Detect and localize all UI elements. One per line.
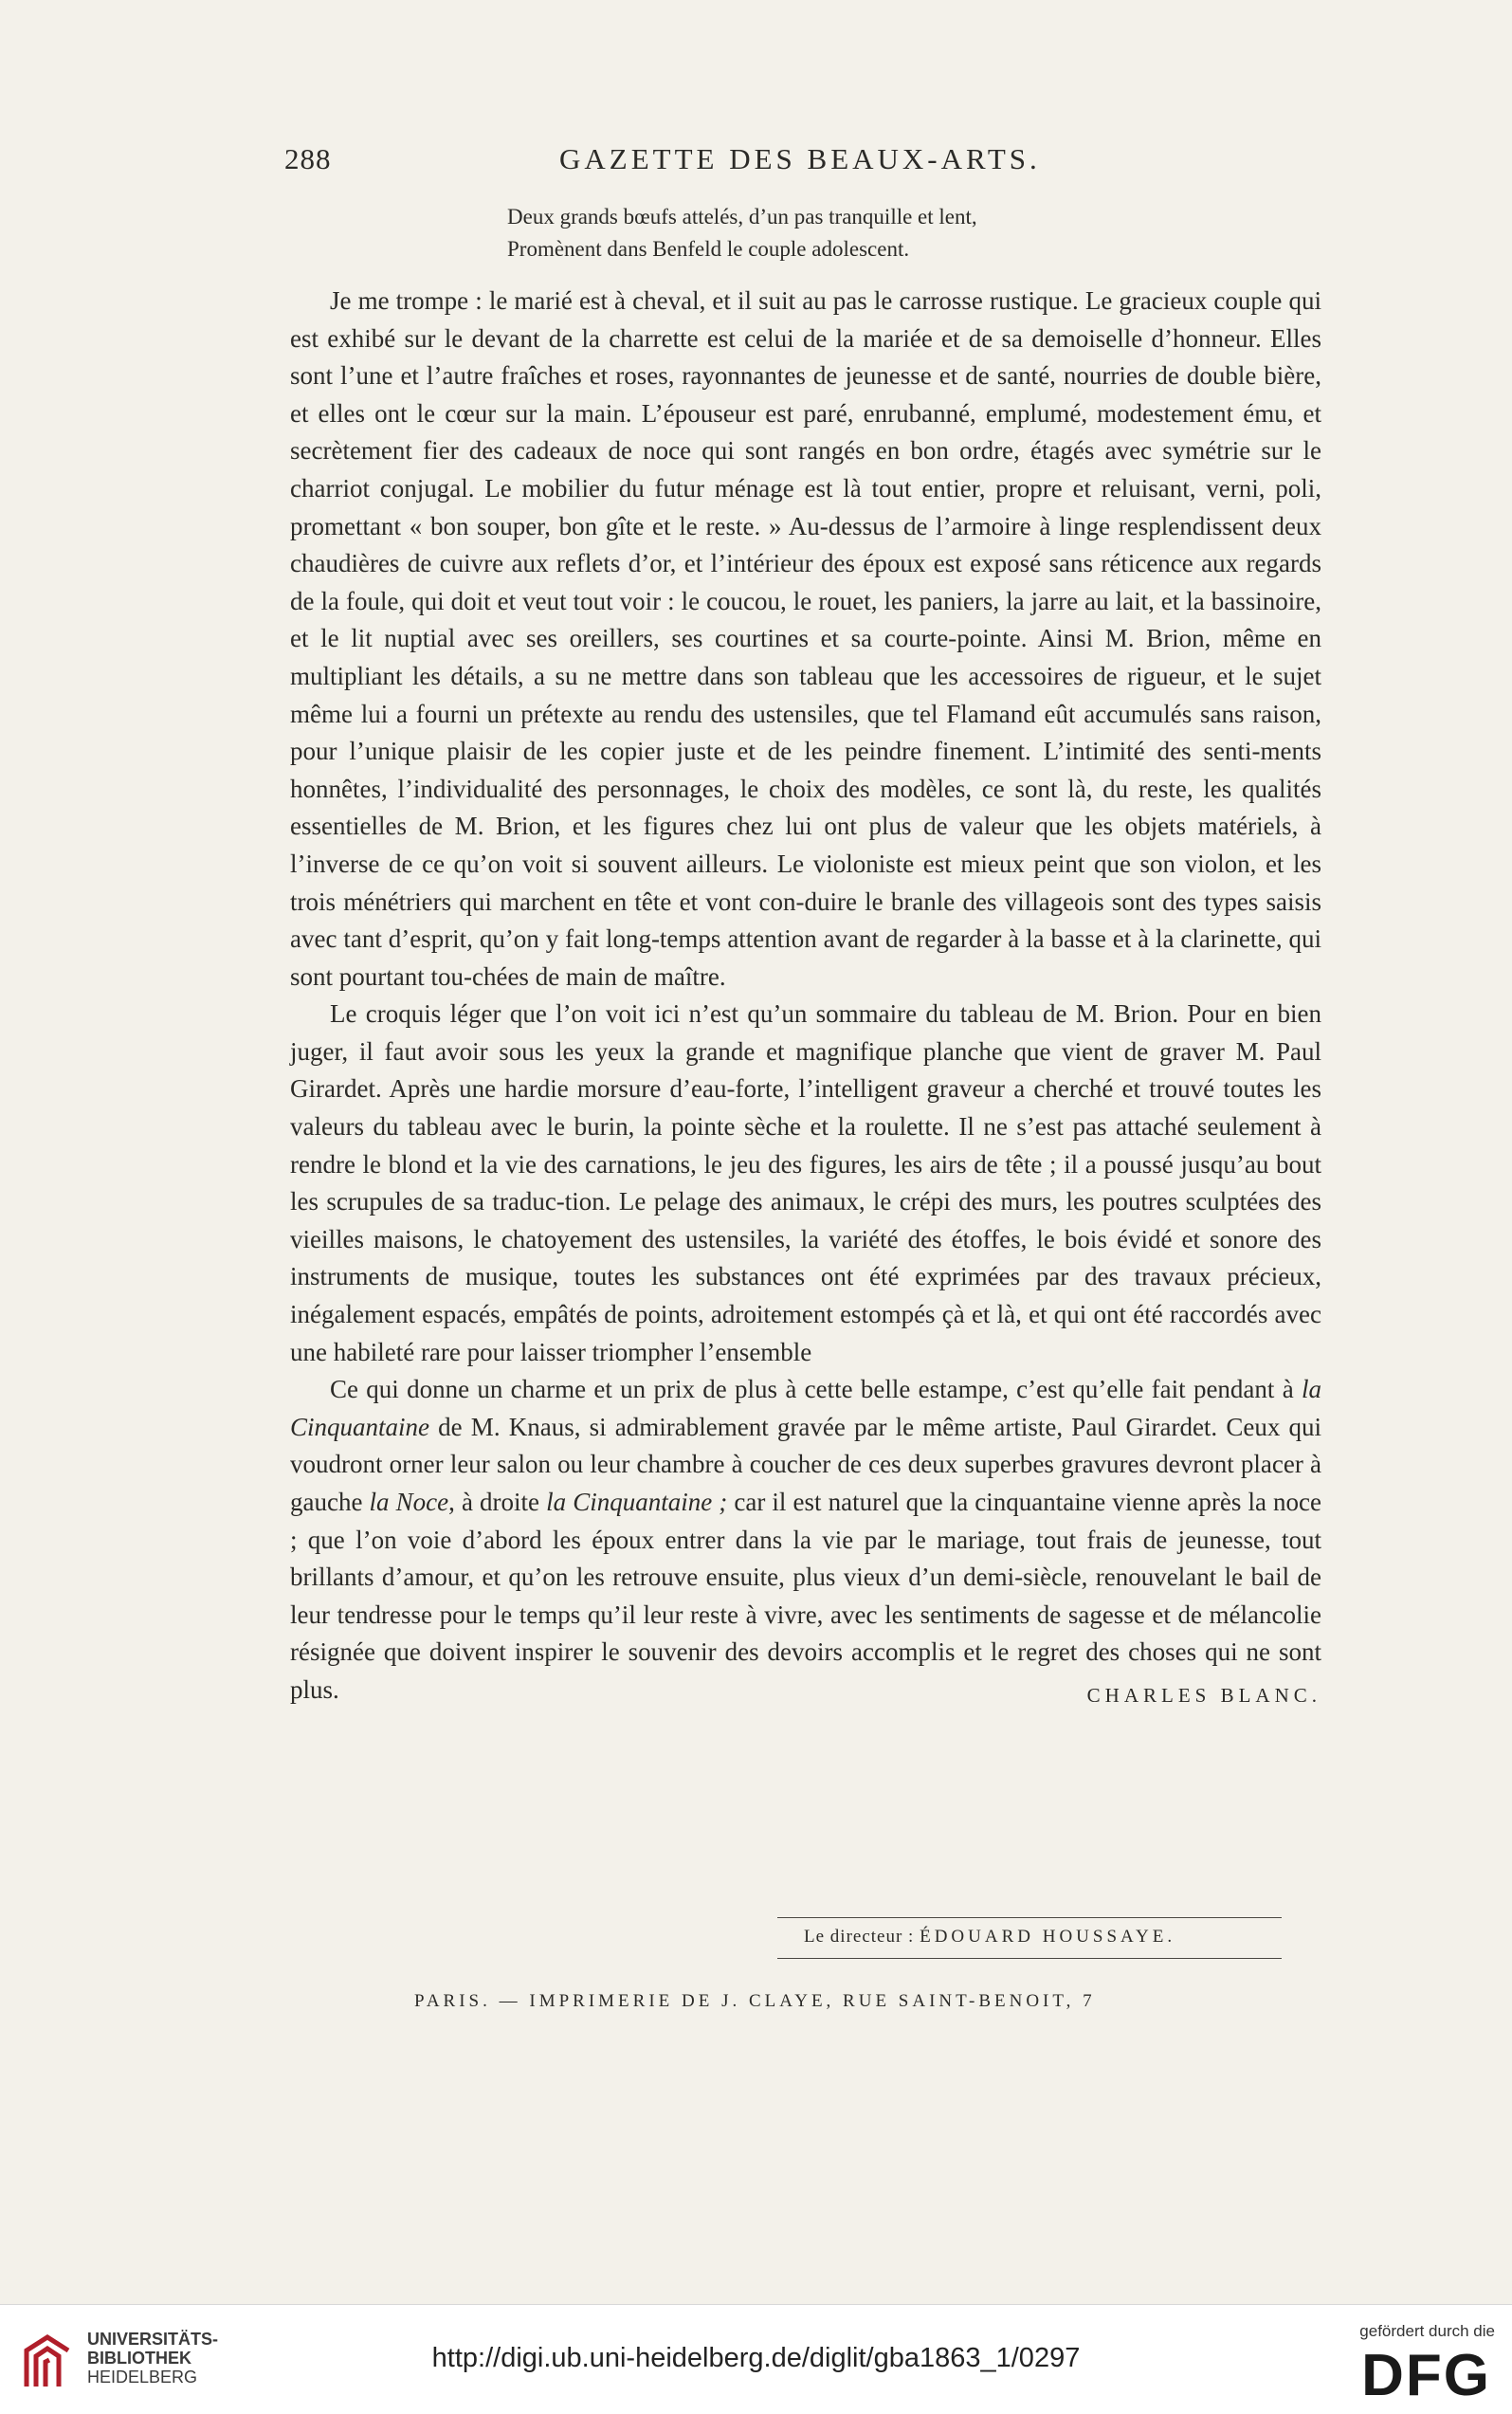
work-title-cinquantaine: la Cinquantaine [290, 1375, 1321, 1441]
page-header [284, 142, 1327, 180]
printer-imprint: PARIS. — IMPRIMERIE DE J. CLAYE, RUE SAINT-BENOIT, 7 [414, 1991, 1096, 2011]
paragraph-3 [290, 1371, 1321, 1709]
paragraph-3-text: Ce qui donne un charme et un prix de plus à cette belle estampe, c’est qu’elle fait pendant à [330, 1375, 1302, 1404]
author-signature: CHARLES BLANC. [1086, 1683, 1321, 1707]
article-body [290, 283, 1321, 1715]
library-name: UNIVERSITÄTS- BIBLIOTHEK HEIDELBERG [87, 2330, 219, 2387]
verse-line: Deux grands bœufs attelés, d’un pas tranquille et lent, [507, 205, 977, 229]
funded-by-label: gefördert durch die [1359, 2322, 1495, 2340]
work-title-noce: la Noce [369, 1488, 449, 1516]
work-title-cinquantaine: la Cinquantaine ; [546, 1488, 728, 1516]
viewer-footer [0, 2304, 1512, 2414]
verse-line: Promènent dans Benfeld le couple adolescent. [507, 237, 910, 261]
director-line [804, 1927, 1278, 1948]
paragraph-3-text: car il est naturel que la cinquantaine vienne après la noce ; que l’on voie d’abord les époux entrer dans la vie par le mariage, tout frais de jeunesse, tout brillants d’amour, et qu’on les retrouve ensuite, plus vieux d’un demi-siècle, renouvelant le bail de leur tendresse pour le temps qu’il leur reste à vivre, avec les sentiments de sagesse et de mélancolie résignée que doivent inspirer le souvenir des devoirs accomplis et le regret des choses qui ne sont plus. [290, 1488, 1321, 1704]
page-number: 288 [284, 142, 332, 175]
paragraph-2: Le croquis léger que l’on voit ici n’est qu’un sommaire du tableau de M. Brion. Pour en bien juger, il faut avoir sous les yeux la grande et magnifique planche que vient de graver M. Paul Girardet. Après une hardie morsure d’eau-forte, l’intelligent graveur a cherché et trouvé toutes les valeurs du tableau avec le burin, la pointe sèche et la roulette. Il ne s’est pas attaché seulement à rendre le blond et la vie des carnations, le jeu des figures, les airs de tête ; il a poussé jusqu’au bout les scrupules de sa traduc-tion. Le pelage des animaux, le crépi des murs, les poutres sculptées des vieilles maisons, le chatoyement des ustensiles, la variété des étoffes, le bois évidé et sonore des instruments de musique, toutes les substances ont été exprimées par des travaux précieux, inégalement espacés, empâtés de points, adroitement estompés çà et là, et qui ont été raccordés avec une habileté rare pour laisser triompher l’ensemble [290, 999, 1321, 1366]
dfg-logo: DFG [1361, 2343, 1491, 2408]
director-label: Le directeur : [804, 1927, 915, 1947]
director-name: ÉDOUARD HOUSSAYE. [920, 1927, 1176, 1947]
running-title: GAZETTE DES BEAUX-ARTS. [559, 142, 1041, 175]
paragraph-3-text: de M. Knaus, si admirablement gravée par le même artiste, Paul Girardet. Ceux qui voudront orner leur salon ou leur chambre à coucher de ces deux superbes gravures devront placer à gauche [290, 1412, 1321, 1516]
divider-rule [777, 1958, 1282, 1959]
paragraph-3-text: , à droite [448, 1488, 547, 1516]
verse-quote [507, 201, 1266, 265]
permalink-url[interactable]: http://digi.ub.uni-heidelberg.de/diglit/gba1863_1/0297 [431, 2343, 1081, 2373]
paragraph-1: Je me trompe : le marié est à cheval, et il suit au pas le carrosse rustique. Le gracieux couple qui est exhibé sur le devant de la charrette est celui de la mariée et de sa demoiselle d’honneur. Elles sont l’une et l’autre fraîches et roses, rayonnantes de jeunesse et de santé, nourries de double bière, et elles ont le cœur sur la main. L’épouseur est paré, enrubanné, emplumé, modestement ému, et secrètement fier des cadeaux de noce qui sont rangés en bon ordre, étagés avec symétrie sur le charriot conjugal. Le mobilier du futur ménage est là tout entier, propre et reluisant, verni, poli, promettant « bon souper, bon gîte et le reste. » Au-dessus de l’armoire à linge resplendissent deux chaudières de cuivre aux reflets d’or, et l’intérieur des époux est exposé sans réticence aux regards de la foule, qui doit et veut tout voir : le coucou, le rouet, les paniers, la jarre au lait, et la bassinoire, et le lit nuptial avec ses oreillers, ses courtines et sa courte-pointe. Ainsi M. Brion, même en multipliant les détails, a su ne mettre dans son tableau que les accessoires de rigueur, et le sujet même lui a fourni un prétexte au rendu des ustensiles, que tel Flamand eût accumulés sans raison, pour l’unique plaisir de les copier juste et de les peindre finement. L’intimité des senti-ments honnêtes, l’individualité des personnages, le choix des modèles, ce sont là, du reste, les qualités essentielles de M. Brion, et les figures chez lui ont plus de valeur que les objets matériels, à l’inverse de ce qu’on voit si souvent ailleurs. Le violoniste est mieux peint que son violon, et les trois ménétriers qui marchent en tête et vont con-duire le branle des villageois sont des types saisis avec tant d’esprit, qu’on y fait long-temps attention avant de regarder à la basse et à la clarinette, qui sont pourtant tou-chées de main de maître. [290, 286, 1321, 991]
divider-rule [777, 1917, 1282, 1918]
